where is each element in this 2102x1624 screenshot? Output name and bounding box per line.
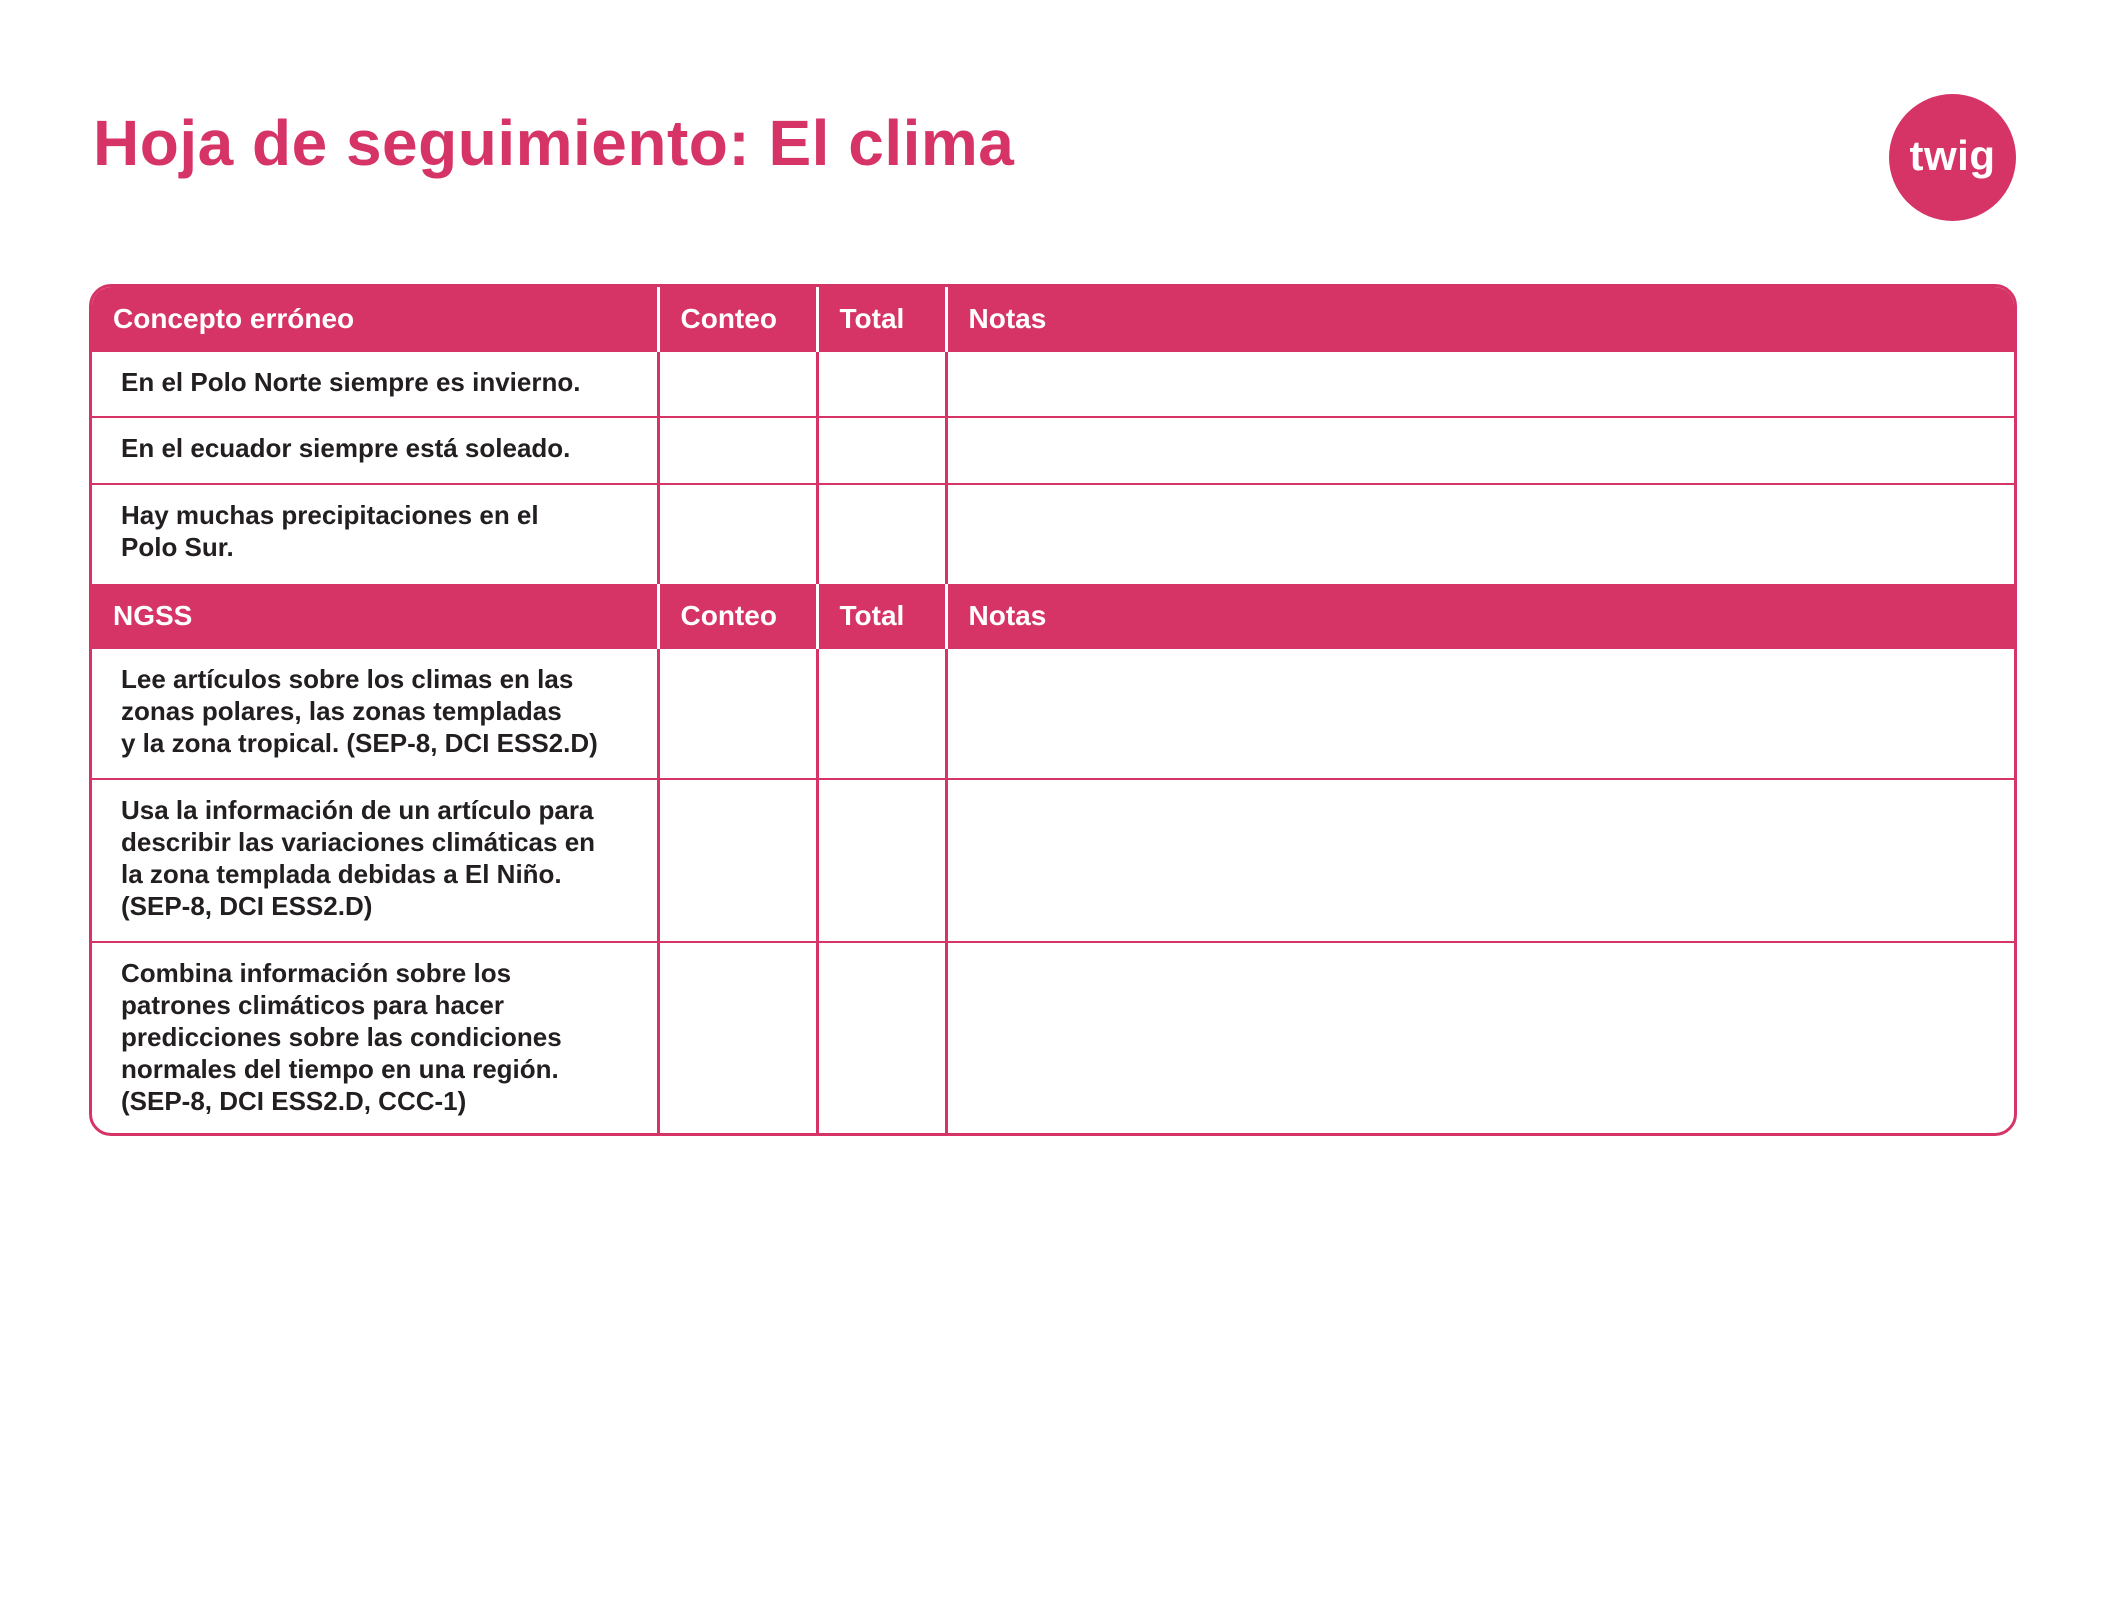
header-count: Conteo [658,287,817,351]
count-cell[interactable] [658,779,817,942]
twig-logo [1889,94,2016,221]
page-title: Hoja de seguimiento: El clima [93,107,1015,179]
header-notes: Notas [946,584,2014,648]
table-row [92,484,2014,584]
total-cell[interactable] [817,779,946,942]
row-text: En el ecuador siempre está soleado. [121,433,571,463]
ngss-header-row [92,584,2014,648]
total-cell[interactable] [817,351,946,417]
notes-cell[interactable] [946,942,2014,1136]
table-row [92,942,2014,1136]
total-cell[interactable] [817,648,946,779]
count-cell[interactable] [658,351,817,417]
table-row [92,351,2014,417]
notes-cell[interactable] [946,351,2014,417]
misconception-header-row [92,287,2014,351]
notes-cell[interactable] [946,779,2014,942]
header-notes: Notas [946,287,2014,351]
count-cell[interactable] [658,484,817,584]
count-cell[interactable] [658,417,817,484]
notes-cell[interactable] [946,648,2014,779]
row-text: En el Polo Norte siempre es invierno. [121,367,581,397]
header-total: Total [817,287,946,351]
row-text: Usa la información de un artículo para describir las variaciones climáticas en la zona templada debidas a El Niño. (SEP-8, DCI ESS2.D) [121,795,596,921]
row-text: Hay muchas precipitaciones en el Polo Sur. [121,500,539,562]
concept-cell [92,417,658,484]
header-ngss: NGSS [92,584,658,648]
tracking-table-container [89,284,2017,1136]
header-total: Total [817,584,946,648]
total-cell[interactable] [817,942,946,1136]
concept-cell [92,648,658,779]
concept-cell [92,942,658,1136]
table-row [92,648,2014,779]
tracking-table [92,287,2014,1136]
count-cell[interactable] [658,942,817,1136]
row-text: Lee artículos sobre los climas en las zonas polares, las zonas templadas y la zona tropical. (SEP-8, DCI ESS2.D) [121,664,598,758]
total-cell[interactable] [817,484,946,584]
concept-cell [92,484,658,584]
notes-cell[interactable] [946,484,2014,584]
notes-cell[interactable] [946,417,2014,484]
table-row [92,417,2014,484]
concept-cell [92,351,658,417]
concept-cell [92,779,658,942]
logo-text: twig [1909,131,1996,179]
row-text: Combina información sobre los patrones climáticos para hacer predicciones sobre las condiciones normales del tiempo en una región. (SEP-8, DCI ESS2.D, CCC-1) [121,958,562,1116]
count-cell[interactable] [658,648,817,779]
header-count: Conteo [658,584,817,648]
table-row [92,779,2014,942]
total-cell[interactable] [817,417,946,484]
header-misconception: Concepto erróneo [92,287,658,351]
